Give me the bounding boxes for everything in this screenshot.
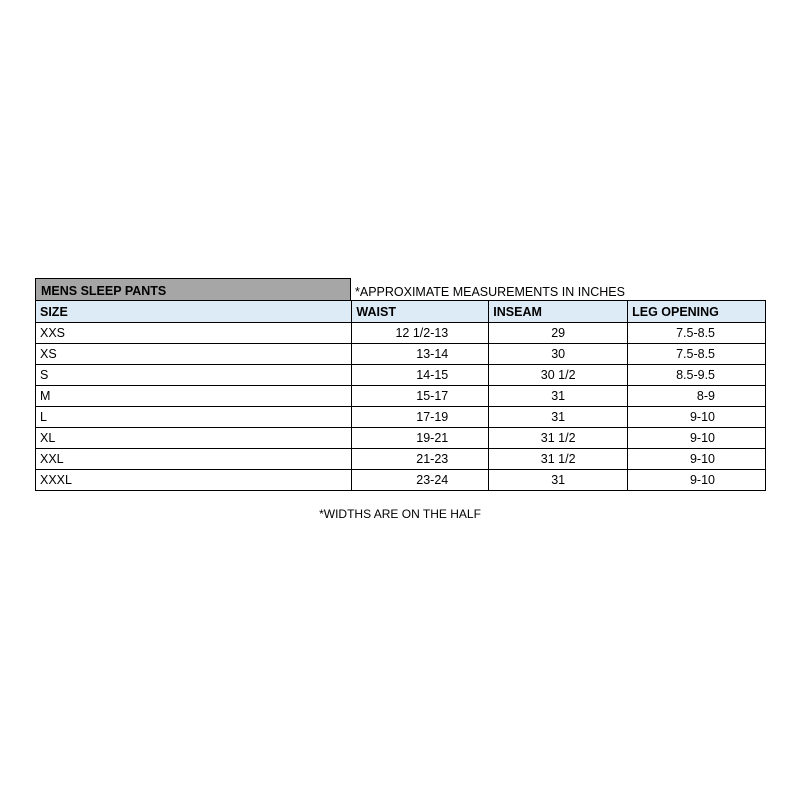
waist-cell: 13-14 [352,344,489,365]
leg-opening-cell: 9-10 [628,449,766,470]
column-header-size: SIZE [36,301,352,323]
waist-cell: 15-17 [352,386,489,407]
inseam-cell: 29 [489,323,628,344]
inseam-cell: 31 1/2 [489,449,628,470]
size-cell: XL [36,428,352,449]
inseam-cell: 31 [489,386,628,407]
widths-note: *WIDTHS ARE ON THE HALF [319,507,481,521]
size-cell: XXXL [36,470,352,491]
table-row [36,386,766,407]
table-row [36,470,766,491]
table-header-row [36,301,766,323]
table-row [36,365,766,386]
table-row [36,449,766,470]
leg-opening-cell: 9-10 [628,470,766,491]
leg-opening-cell: 9-10 [628,428,766,449]
size-cell: XXS [36,323,352,344]
column-header-inseam: INSEAM [489,301,628,323]
leg-opening-cell: 9-10 [628,407,766,428]
waist-cell: 12 1/2-13 [352,323,489,344]
waist-cell: 14-15 [352,365,489,386]
size-table [35,300,766,491]
leg-opening-cell: 8-9 [628,386,766,407]
chart-title: MENS SLEEP PANTS [35,278,351,300]
inseam-cell: 31 1/2 [489,428,628,449]
table-row [36,344,766,365]
table-row [36,323,766,344]
table-row [36,407,766,428]
measurement-note: *APPROXIMATE MEASUREMENTS IN INCHES [355,285,625,299]
inseam-cell: 30 [489,344,628,365]
size-cell: XS [36,344,352,365]
size-cell: S [36,365,352,386]
leg-opening-cell: 7.5-8.5 [628,323,766,344]
leg-opening-cell: 7.5-8.5 [628,344,766,365]
waist-cell: 21-23 [352,449,489,470]
waist-cell: 19-21 [352,428,489,449]
size-cell: M [36,386,352,407]
table-row [36,428,766,449]
size-cell: L [36,407,352,428]
column-header-waist: WAIST [352,301,489,323]
leg-opening-cell: 8.5-9.5 [628,365,766,386]
inseam-cell: 30 1/2 [489,365,628,386]
inseam-cell: 31 [489,470,628,491]
waist-cell: 17-19 [352,407,489,428]
column-header-leg-opening: LEG OPENING [628,301,766,323]
waist-cell: 23-24 [352,470,489,491]
inseam-cell: 31 [489,407,628,428]
size-cell: XXL [36,449,352,470]
